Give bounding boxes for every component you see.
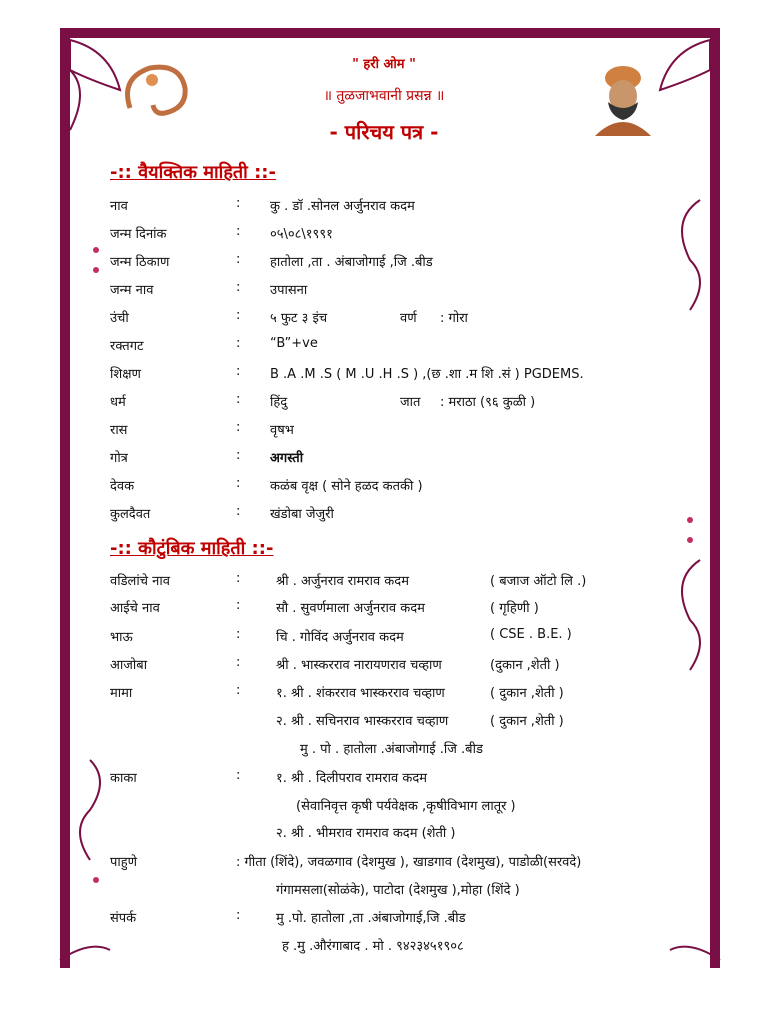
maternal-uncle-2-note: ( दुकान ,शेती ) — [490, 714, 564, 729]
field-label: नाव — [110, 199, 128, 214]
field-value: ५ फुट ३ इंच — [270, 311, 328, 326]
field-label: धर्म — [110, 395, 126, 410]
field-extra-value: : गोरा — [440, 311, 468, 326]
colon: : — [236, 224, 241, 239]
mother-note: ( गृहिणी ) — [490, 601, 539, 616]
section-personal: -:: वैयक्तिक माहिती ::- — [110, 162, 276, 183]
field-value: “B”+ve — [270, 336, 318, 351]
paternal-uncle-1-detail: (सेवानिवृत्त कृषी पर्यवेक्षक ,कृषीविभाग लातूर ) — [296, 799, 516, 814]
field-value: हातोला ,ता . अंबाजोगाई ,जि .बीड — [270, 255, 433, 270]
grandfather-note: (दुकान ,शेती ) — [490, 658, 560, 673]
relatives-label: पाहुणे — [110, 855, 138, 870]
father-value: श्री . अर्जुनराव रामराव कदम — [276, 574, 409, 589]
paternal-uncle-2: २. श्री . भीमराव रामराव कदम (शेती ) — [276, 826, 456, 841]
field-label: कुलदैवत — [110, 507, 151, 522]
colon: : — [236, 364, 241, 379]
colon: : — [236, 476, 241, 491]
field-extra-label: वर्ण — [400, 311, 417, 326]
field-value: वृषभ — [270, 423, 294, 438]
colon: : — [236, 448, 241, 463]
relatives-line1: : गीता (शिंदे), जवळगाव (देशमुख ), खाडगाव (देशमुख), पाडोळी(सरवदे) — [236, 855, 582, 870]
colon: : — [236, 252, 241, 267]
grandfather-value: श्री . भास्करराव नारायणराव चव्हाण — [276, 658, 442, 673]
field-value: अगस्ती — [270, 451, 304, 466]
colon: : — [236, 392, 241, 407]
maternal-uncle-label: मामा — [110, 686, 133, 701]
field-label: रक्तगट — [110, 339, 144, 354]
brother-note: ( CSE . B.E. ) — [490, 627, 572, 642]
colon: : — [236, 196, 241, 211]
contact-line2: ह .मु .औरंगाबाद . मो . ९४२३४५१९०८ — [282, 939, 464, 954]
field-label: शिक्षण — [110, 367, 141, 382]
brother-label: भाऊ — [110, 630, 133, 645]
mother-label: आईचे नाव — [110, 601, 160, 616]
brother-value: चि . गोविंद अर्जुनराव कदम — [276, 630, 404, 645]
colon: : — [236, 308, 241, 323]
relatives-line2: गंगामसला(सोळंके), पाटोदा (देशमुख ),मोहा (शिंदे ) — [276, 883, 520, 898]
colon: : — [236, 336, 241, 351]
colon: : — [236, 768, 241, 783]
maternal-uncle-1: १. श्री . शंकरराव भास्करराव चव्हाण — [276, 686, 445, 701]
field-value: उपासना — [270, 283, 308, 298]
header-line1: " हरी ओम " — [352, 57, 416, 72]
field-value: कळंब वृक्ष ( सोने हळद कतकी ) — [270, 479, 423, 494]
field-label: जन्म नाव — [110, 283, 154, 298]
colon: : — [236, 571, 241, 586]
field-label: देवक — [110, 479, 135, 494]
field-value: खंडोबा जेजुरी — [270, 507, 334, 522]
maternal-uncle-1-note: ( दुकान ,शेती ) — [490, 686, 564, 701]
colon: : — [236, 504, 241, 519]
page-title: - परिचय पत्र - — [329, 120, 439, 144]
colon: : — [236, 655, 241, 670]
paternal-uncle-1: १. श्री . दिलीपराव रामराव कदम — [276, 771, 428, 786]
colon: : — [236, 420, 241, 435]
father-label: वडिलांचे नाव — [110, 574, 170, 589]
colon: : — [236, 683, 241, 698]
field-value: B .A .M .S ( M .U .H .S ) ,(छ .शा .म शि .सं ) PGDEMS. — [270, 367, 584, 382]
grandfather-label: आजोबा — [110, 658, 148, 673]
field-label: जन्म ठिकाण — [110, 255, 170, 270]
field-label: जन्म दिनांक — [110, 227, 167, 242]
field-value: हिंदु — [270, 395, 288, 410]
colon: : — [236, 908, 241, 923]
field-value: कु . डॉ .सोनल अर्जुनराव कदम — [270, 199, 415, 214]
field-label: उंची — [110, 311, 129, 326]
field-value: ०५\०८\१९९१ — [270, 227, 333, 242]
field-label: गोत्र — [110, 451, 128, 466]
contact-line1: मु .पो. हातोला ,ता .अंबाजोगाई,जि .बीड — [276, 911, 466, 926]
colon: : — [236, 598, 241, 613]
field-extra-value: : मराठा (९६ कुळी ) — [440, 395, 536, 410]
father-note: ( बजाज ऑटो लि .) — [490, 574, 587, 589]
section-family: -:: कौटुंबिक माहिती ::- — [110, 538, 274, 559]
paternal-uncle-label: काका — [110, 771, 137, 786]
maternal-uncle-2: २. श्री . सचिनराव भास्करराव चव्हाण — [276, 714, 449, 729]
contact-label: संपर्क — [110, 911, 137, 926]
colon: : — [236, 627, 241, 642]
maternal-uncle-address: मु . पो . हातोला .अंबाजोगाई .जि .बीड — [300, 742, 483, 757]
colon: : — [236, 280, 241, 295]
field-extra-label: जात — [400, 395, 421, 410]
mother-value: सौ . सुवर्णमाला अर्जुनराव कदम — [276, 601, 425, 616]
field-label: रास — [110, 423, 128, 438]
header-line2: ॥ तुळजाभवानी प्रसन्न ॥ — [323, 88, 445, 104]
